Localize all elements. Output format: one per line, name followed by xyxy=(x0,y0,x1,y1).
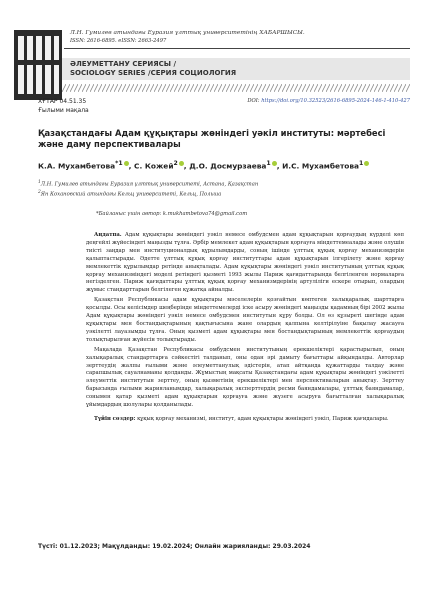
keywords: Түйін сөздер: құқық қорғау механизмі, институт, адам құқықтары жөніндегі уәкіл, Париж қағидалары. xyxy=(94,415,389,422)
abstract-paragraph: Мақалада Қазақстан Республикасы омбудсмен институтының ерекшеліктері қарастырылып, оның халықаралық стандарттарға сәйкестігі талданып, оны одан әрі дамыту бағыттары айқындалды. Авторлар зерттеудің жалпы ғылыми және әлеуметтанулық әдістерін, атап айтқанда құжаттарды талдау және сарапшылық сауалнаманы қолданды. Жұмыстың мақсаты Қазақстандағы адам құқықтары жөніндегі уәкілетті әлеуметтік институтын зерттеу, оның қызметінің ерекшеліктері мен перспективаларын анықтау. Зерттеу барысында ғылыми жарияланымдар, халықаралық эксперттердің ресми баяндамалары, ұлттық баяндамалар, сонымен қатар қызметі адам құқықтарын қорғауға және жүзеге асыруға бағытталған халықаралық ұйымдардың шолулары қолданылады. xyxy=(86,346,404,409)
author-name: И.С. Мухамбетова xyxy=(282,161,360,171)
abstract-label: Аңдатпа. xyxy=(94,232,122,238)
affiliations xyxy=(38,179,410,198)
keywords-label: Түйін сөздер: xyxy=(94,415,136,422)
decorative-hatch-band xyxy=(62,84,410,92)
publication-dates: Түсті: 01.12.2023; Мақұлданды: 19.02.2024; Онлайн жарияланды: 29.03.2024 xyxy=(38,543,311,550)
author-affil-mark: 1 xyxy=(266,160,271,167)
university-building-logo xyxy=(14,30,62,100)
journal-header xyxy=(0,0,424,108)
affiliation-item: $^1$Л.Н. Гумилев атындағы Еуразия ұлттық университеті, Астана, Қазақстан xyxy=(38,180,259,188)
corresponding-author: *Байланыс үшін автор: k.mukhambetova74@gmail.com xyxy=(96,211,248,217)
journal-name: Л.Н. Гумилев атындағы Еуразия ұлттық университетінің ХАБАРШЫСЫ. xyxy=(70,30,305,36)
series-band xyxy=(62,58,410,80)
series-title-en-ru: SOCIOLOGY SERIES /СЕРИЯ СОЦИОЛОГИЯ xyxy=(70,69,237,77)
article-type: Ғылыми мақала xyxy=(38,107,89,114)
abstract-paragraph: Қазақстан Республикасы адам құқықтары мәселелерін қозғайтын көптеген халықаралық шарттарға қосылды. Осы келісімдер шеңберінде міндеттемелерді іске асыру жөніндегі маңызды қадамның бірі 2002 жылы Адам құқықтары жөніндегі уәкіл немесе омбудсмен институтын құру болды. Ол өз құзыреті шегінде адам құқықтары мен бостандықтарының қақтығысына жане олардың қалпына келтірілуіне бақылау жасауға уәкілетті лауазымды тұлға. Оның қызметі адам құқықтары мен бостандықтарының мемлекеттік қорғаудың толықтырылған жүйесін толықтырады. xyxy=(86,297,404,343)
issn-line: ISSN: 2616-6895. eISSN: 2663-2497 xyxy=(64,38,410,49)
udc-code: ХҒТАР 04.51.35 xyxy=(38,98,87,105)
author-affil-mark: 1 xyxy=(359,160,364,167)
author-name: С. Кожей xyxy=(134,161,174,171)
author-separator: , xyxy=(128,161,135,171)
doi-line xyxy=(247,98,410,104)
author-list xyxy=(38,160,410,170)
author-name: К.А. Мухамбетова xyxy=(38,161,116,171)
affiliation-item: $^2$Ян Кохановский атындағы Кельц университеті, Кельц, Польша xyxy=(38,189,222,198)
author-affil-mark: 2 xyxy=(173,160,178,167)
author-separator: , xyxy=(276,161,283,171)
author-separator: , xyxy=(183,161,190,171)
doi-link[interactable]: https://doi.org/10.32523/2616-6895-2024-146-1-410-427 xyxy=(261,98,410,104)
meta-row xyxy=(38,98,410,105)
doi-label: DOI: xyxy=(247,98,262,104)
abstract xyxy=(86,232,404,426)
orcid-icon[interactable] xyxy=(364,161,369,166)
author-name: Д.О. Досмурзаева xyxy=(189,161,267,171)
article-title: Қазақстандағы Адам құқықтары жөніндегі уәкіл институты: мәртебесі және даму перспективалары xyxy=(38,128,386,149)
author-affil-mark: *1 xyxy=(115,160,123,167)
series-title-kz: ӘЛЕУМЕТТАНУ СЕРИЯСЫ / xyxy=(70,60,177,68)
abstract-paragraph: Аңдатпа. Адам құқықтары жөніндегі уәкіл немесе омбудсмен адам құқықтарын қорғаудың күрделі көп деңгейлі жүйесіндегі маңызды тұлға. Әрбір мемлекет адам құқықтарын қорғауға міндеттемеалады және олушін тиісті заңдар мен институционалдық құрылымдарды, соның ішінде ұлттық құқық қорғау механизмдерін қалыптастырады. Әдетте ұлттық құқық қорғау институттары адам құқықтарын ілгерілету және қорғау мемлекеттік құрылымдар ретінде анықталады. Адам құқықтары жөніндегі уәкіл институтының ұлттық құқық қорғау механизміндегі моделі ретіндегі қызметі 1993 жылы Париж қағидаттарында белгіленген нормаларға негізделген. Париж қағидаттары ұлттық құқық қорғау механизмдерінің артуліліги ескере отырып, олардың жұмыс стандарттарын белгілеген құжатқа айналды. xyxy=(86,232,404,294)
